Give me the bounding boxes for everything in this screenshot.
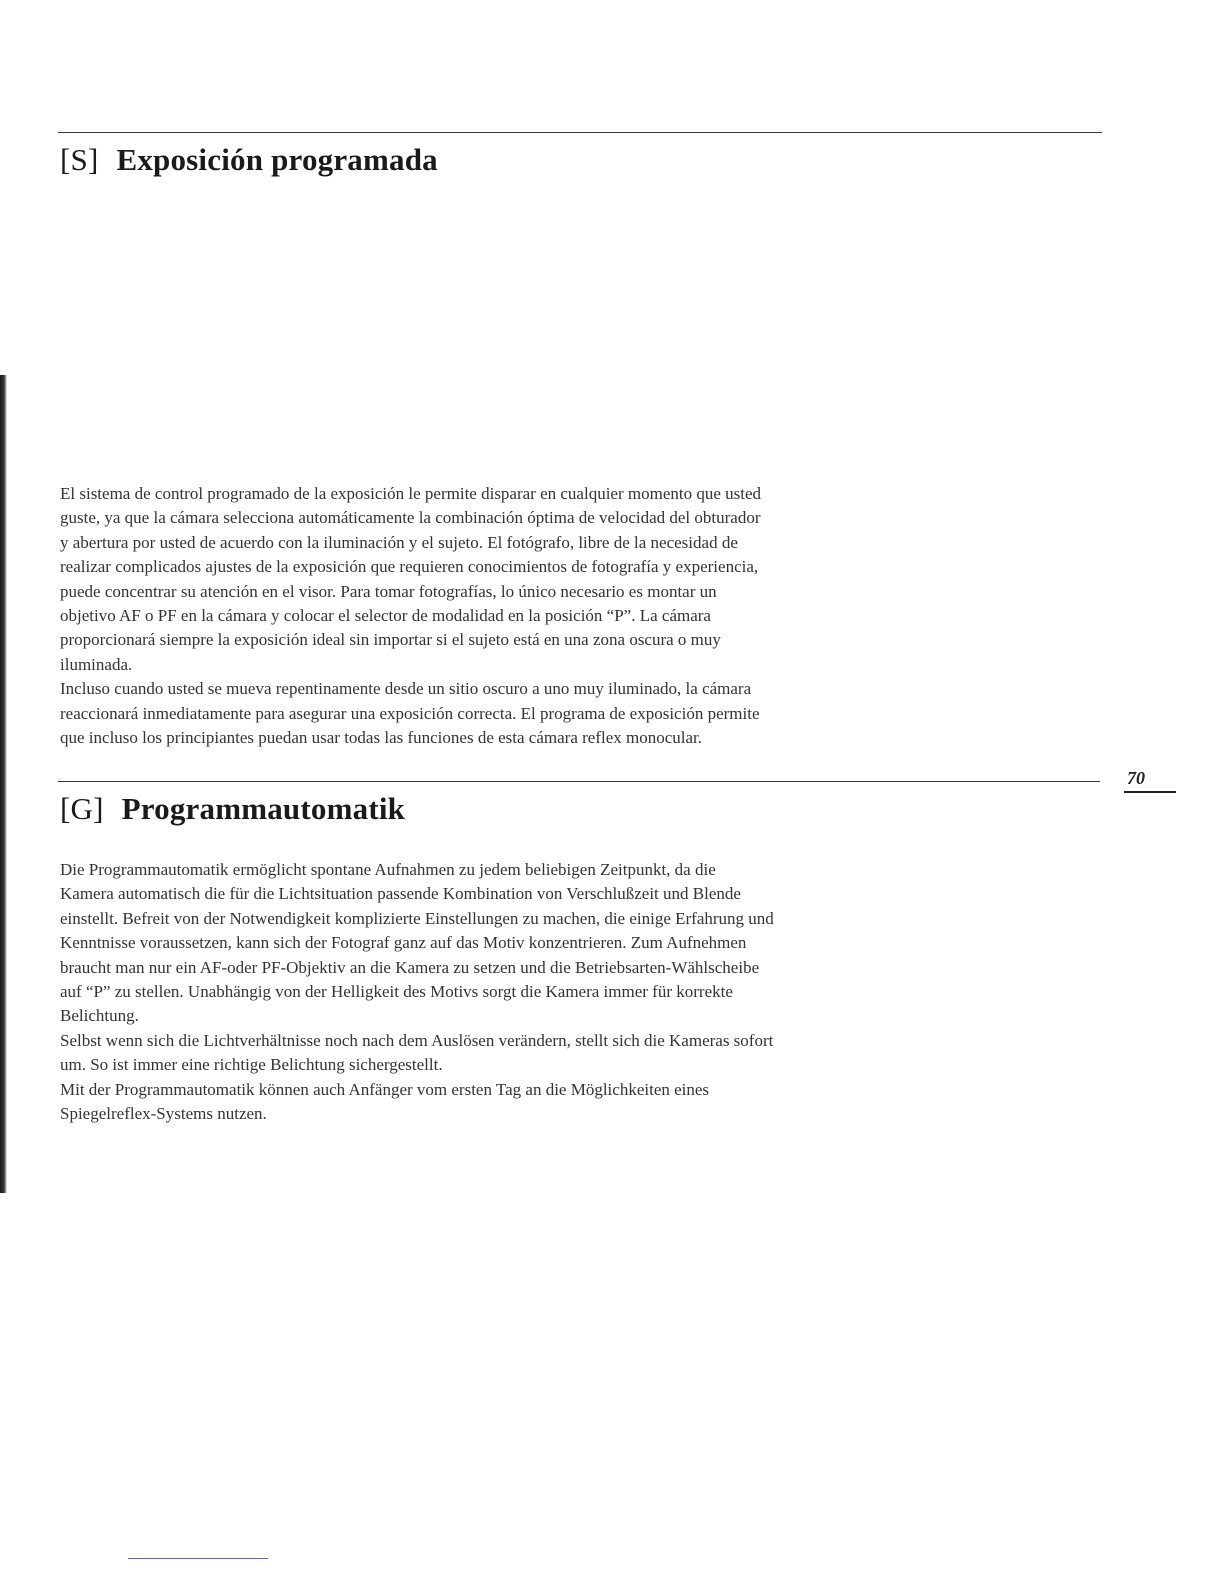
german-section-heading <box>60 791 405 827</box>
middle-divider <box>58 781 1100 782</box>
page-number: 70 <box>1127 768 1145 788</box>
german-line: Belichtung. <box>60 1006 139 1026</box>
spanish-section-heading <box>60 142 438 178</box>
spanish-line: realizar complicados ajustes de la exposición que requieren conocimientos de fotografía y experiencia, <box>60 557 759 577</box>
spanish-line: objetivo AF o PF en la cámara y colocar el selector de modalidad en la posición “P”. La cámara <box>60 606 711 626</box>
page-number-underline <box>1124 791 1176 793</box>
german-line: Mit der Programmautomatik können auch Anfänger vom ersten Tag an die Möglichkeiten eines <box>60 1079 710 1099</box>
spanish-line: guste, ya que la cámara selecciona automáticamente la combinación óptima de velocidad del obturador <box>60 508 761 528</box>
spanish-line: y abertura por usted de acuerdo con la iluminación y el sujeto. El fotógrafo, libre de la necesidad de <box>60 532 738 552</box>
german-line: Kenntnisse voraussetzen, kann sich der Fotograf ganz auf das Motiv konzentrieren. Zum Aufnehmen <box>60 933 747 953</box>
spanish-line: puede concentrar su atención en el visor. Para tomar fotografías, lo único necesario es montar un <box>60 581 717 601</box>
german-language-code: [G] <box>60 791 104 826</box>
german-line: Spiegelreflex-Systems nutzen. <box>60 1104 267 1124</box>
top-divider <box>58 132 1102 133</box>
german-body-text <box>60 858 1090 1126</box>
spanish-line: que incluso los principiantes puedan usar todas las funciones de esta cámara reflex monocular. <box>60 728 703 748</box>
spanish-body-text <box>60 482 1090 750</box>
german-line: braucht man nur ein AF-oder PF-Objektiv an die Kamera zu setzen und die Betriebsarten-Wählscheibe <box>60 957 760 977</box>
german-line: Selbst wenn sich die Lichtverhältnisse noch nach dem Auslösen verändern, stellt sich die Kameras sofort <box>60 1030 774 1050</box>
spanish-language-code: [S] <box>60 142 99 177</box>
spanish-line: proporcionará siempre la exposición ideal sin importar si el sujeto está en una zona oscura o muy <box>60 630 721 650</box>
bottom-footnote-rule <box>128 1558 268 1559</box>
german-section-title: Programmautomatik <box>121 791 406 826</box>
german-line: Die Programmautomatik ermöglicht spontane Aufnahmen zu jedem beliebigen Zeitpunkt, da die <box>60 860 716 879</box>
spanish-line: iluminada. <box>60 654 133 674</box>
spanish-line: El sistema de control programado de la exposición le permite disparar en cualquier momento que usted <box>60 484 762 503</box>
german-line: auf “P” zu stellen. Unabhängig von der Helligkeit des Motivs sorgt die Kamera immer für korrekte <box>60 982 733 1002</box>
spanish-section-title: Exposición programada <box>116 142 438 177</box>
german-line: einstellt. Befreit von der Notwendigkeit komplizierte Einstellungen zu machen, die einige Erfahrung und <box>60 908 774 928</box>
german-line: um. So ist immer eine richtige Belichtung sichergestellt. <box>60 1055 443 1075</box>
spanish-line: reaccionará inmediatamente para asegurar una exposición correcta. El programa de exposición permite <box>60 703 760 723</box>
page-binding-edge <box>0 375 7 1193</box>
german-line: Kamera automatisch die für die Lichtsituation passende Kombination von Verschlußzeit und Blende <box>60 884 741 904</box>
spanish-line: Incluso cuando usted se mueva repentinamente desde un sitio oscuro a uno muy iluminado, la cámara <box>60 679 752 699</box>
